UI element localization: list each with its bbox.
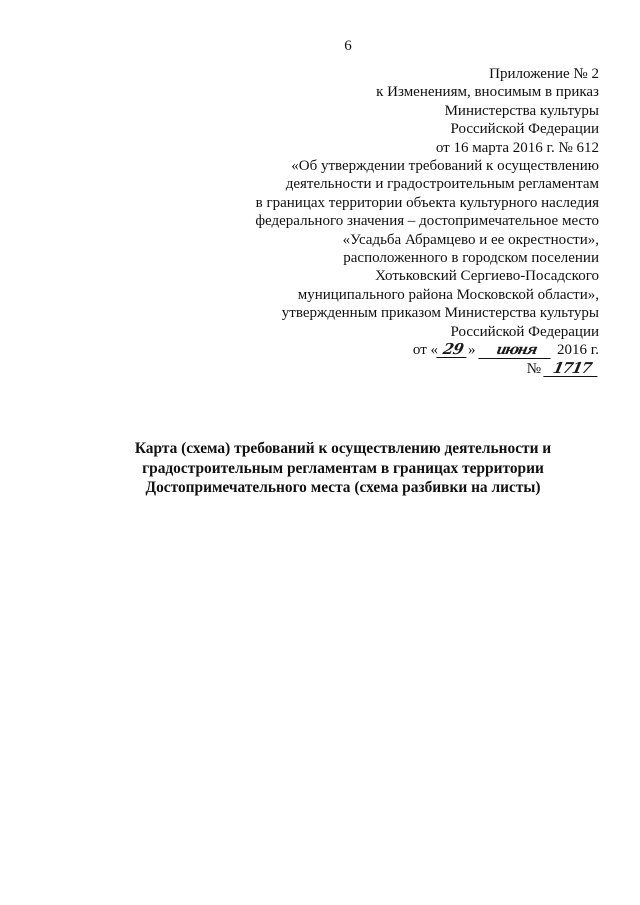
appendix-line: федерального значения – достопримечательное место	[255, 213, 599, 230]
handwritten-day: 29	[436, 342, 469, 358]
appendix-line: деятельности и градостроительным регламентам	[285, 176, 599, 193]
handwritten-order-number: 1717	[543, 361, 600, 377]
title-line: Достопримечательного места (схема разбивки на листы)	[145, 479, 541, 496]
appendix-line: к Изменениям, вносимым в приказ	[376, 84, 599, 101]
order-date-line	[199, 341, 599, 359]
document-title	[90, 439, 596, 498]
appendix-line: утвержденным приказом Министерства культуры	[281, 305, 599, 322]
title-line: градостроительным регламентам в границах территории	[142, 459, 544, 477]
order-number-line	[199, 360, 599, 378]
appendix-line: «Усадьба Абрамцево и ее окрестности»,	[342, 231, 599, 248]
appendix-line: Хотьковский Сергиево-Посадского	[375, 268, 599, 285]
date-year: 2016 г.	[557, 342, 599, 359]
appendix-line: «Об утверждении требований к осуществлению	[291, 158, 599, 175]
appendix-header	[199, 65, 599, 378]
appendix-line: Министерства культуры	[444, 102, 599, 119]
title-line: Карта (схема) требований к осуществлению деятельности и	[134, 440, 552, 457]
date-prefix: от «	[412, 342, 439, 359]
appendix-line: Российской Федерации	[450, 323, 599, 340]
appendix-line: в границах территории объекта культурного наследия	[255, 194, 599, 211]
appendix-line: от 16 марта 2016 г. № 612	[435, 139, 599, 156]
handwritten-month: июня	[479, 343, 554, 359]
appendix-line: муниципального района Московской области»,	[297, 286, 599, 303]
appendix-line: Российской Федерации	[450, 121, 599, 138]
appendix-line: Приложение № 2	[489, 66, 599, 82]
appendix-line: расположенного в городском поселении	[343, 250, 599, 267]
number-prefix: №	[526, 360, 541, 377]
page-number: 6	[344, 38, 352, 54]
date-day-close: »	[468, 342, 476, 359]
